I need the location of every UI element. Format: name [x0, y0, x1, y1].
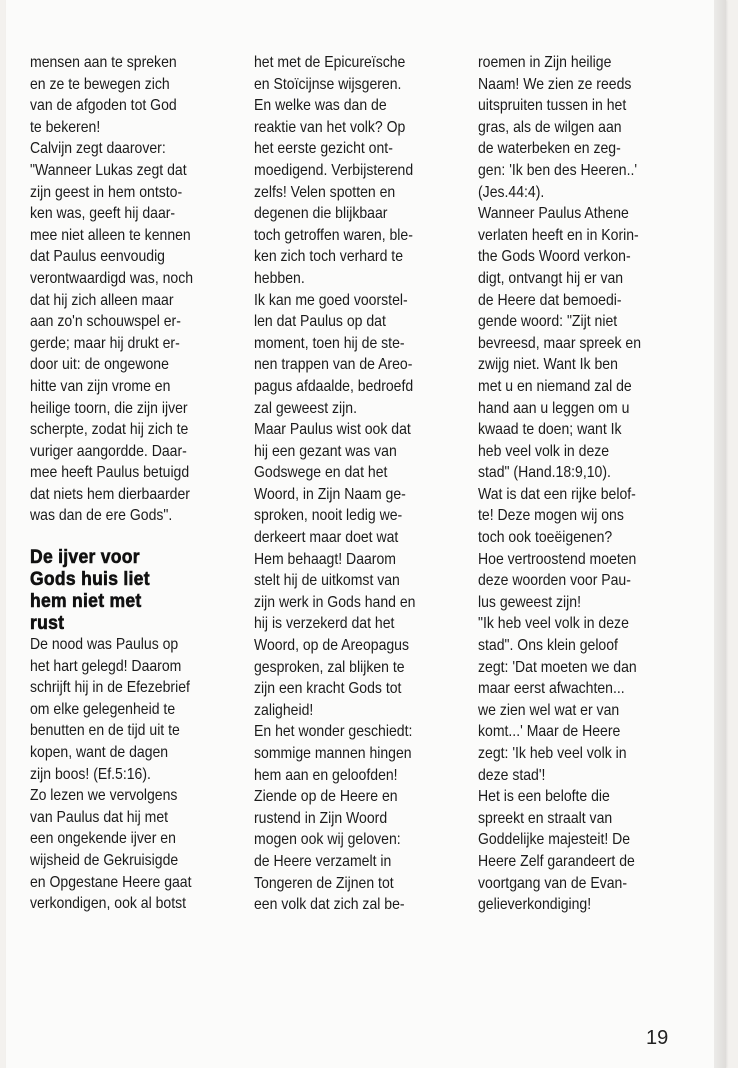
- text-line: ken zich toch verhard te: [254, 248, 404, 266]
- text-line: heb veel volk in deze: [478, 442, 610, 460]
- text-line: gelieverkondiging!: [478, 896, 592, 914]
- text-line: te! Deze mogen wij ons: [478, 507, 624, 525]
- text-line: Wat is dat een rijke belof-: [478, 485, 636, 503]
- text-line: de waterbeken en zeg-: [478, 140, 621, 158]
- text-line: en Stoïcijnse wijsgeren.: [254, 75, 402, 93]
- heading-line: Gods huis liet: [30, 568, 150, 591]
- text-line: reaktie van het volk? Op: [254, 118, 406, 136]
- paragraph-block-2: [30, 634, 239, 915]
- text-column-2: [254, 52, 463, 916]
- text-line: Ziende op de Heere en: [254, 788, 398, 806]
- text-line: heilige toorn, die zijn ijver: [30, 399, 188, 417]
- text-line: degenen die blijkbaar: [254, 205, 388, 223]
- text-line: Wanneer Paulus Athene: [478, 205, 629, 223]
- text-line: gras, als de wilgen aan: [478, 118, 622, 136]
- text-line: het met de Epicureïsche: [254, 54, 406, 71]
- text-line: zijn geest in hem ontsto-: [30, 183, 183, 201]
- text-line: (Jes.44:4).: [478, 183, 545, 201]
- text-line: maar eerst afwachten...: [478, 680, 625, 698]
- text-line: digt, ontvangt hij er van: [478, 269, 624, 287]
- text-line: deze woorden voor Pau-: [478, 572, 631, 590]
- heading-line: De ijver voor: [30, 546, 140, 569]
- text-line: Hem behaagt! Daarom: [254, 550, 396, 568]
- text-line: zaligheid!: [254, 701, 314, 719]
- text-line: de Heere dat bemoedi-: [478, 291, 622, 309]
- text-line: deze stad'!: [478, 766, 546, 784]
- text-line: zijn werk in Gods hand en: [254, 593, 416, 611]
- text-line: Goddelijke majesteit! De: [478, 831, 631, 849]
- text-line: hij is verzekerd dat het: [254, 615, 395, 633]
- text-line: Hoe vertroostend moeten: [478, 550, 637, 568]
- text-line: schrijft hij in de Efezebrief: [30, 679, 190, 697]
- text-line: bevreesd, maar spreek en: [478, 334, 642, 352]
- text-line: zijn een kracht Gods tot: [254, 680, 402, 698]
- text-line: stelt hij de uitkomst van: [254, 572, 400, 590]
- text-line: sproken, nooit ledig we-: [254, 507, 403, 525]
- document-page: [6, 0, 726, 1068]
- text-line: En welke was dan de: [254, 97, 387, 115]
- text-line: the Gods Woord verkon-: [478, 248, 631, 266]
- text-line: en Opgestane Heere gaat: [30, 873, 192, 891]
- text-line: door uit: de ongewone: [30, 356, 169, 374]
- text-line: verkondigen, ook al botst: [30, 895, 187, 913]
- text-line: Maar Paulus wist ook dat: [254, 421, 411, 439]
- text-line: we zien wel wat er van: [478, 701, 620, 719]
- text-line: gen: 'Ik ben des Heeren..': [478, 161, 638, 179]
- text-line: De nood was Paulus op: [30, 636, 179, 654]
- text-line: hij een gezant was van: [254, 442, 397, 460]
- text-line: mogen ook wij geloven:: [254, 831, 401, 849]
- text-line: sommige mannen hingen: [254, 745, 412, 762]
- text-line: rustend in Zijn Woord: [254, 809, 388, 827]
- text-line: zal geweest zijn.: [254, 399, 357, 417]
- text-line: zelfs! Velen spotten en: [254, 183, 396, 201]
- text-line: En het wonder geschiedt:: [254, 723, 413, 741]
- text-line: mee heeft Paulus betuigd: [30, 464, 190, 482]
- text-line: gerde; maar hij drukt er-: [30, 334, 180, 352]
- text-line: Ik kan me goed voorstel-: [254, 291, 408, 309]
- text-line: Heere Zelf garandeert de: [478, 852, 635, 870]
- text-line: hem aan en geloofden!: [254, 766, 398, 784]
- text-line: met u en niemand zal de: [478, 377, 632, 395]
- text-line: verontwaardigd was, noch: [30, 269, 194, 287]
- text-line: te bekeren!: [30, 118, 101, 136]
- text-line: uitspruiten tussen in het: [478, 97, 627, 115]
- text-line: mee niet alleen te kennen: [30, 226, 191, 244]
- text-line: spreekt en straalt van: [478, 809, 613, 827]
- text-line: Het is een belofte die: [478, 788, 610, 806]
- text-line: Zo lezen we vervolgens: [30, 787, 178, 805]
- heading-line: hem niet met: [30, 590, 142, 613]
- text-line: wijsheid de Gekruisigde: [30, 852, 179, 869]
- text-line: hitte van zijn vrome en: [30, 377, 171, 395]
- text-line: stad". Ons klein geloof: [478, 637, 618, 655]
- page-edge-shadow: [714, 0, 726, 1068]
- text-line: om elke gelegenheid te: [30, 700, 176, 718]
- text-line: dat hij zich alleen maar: [30, 291, 174, 309]
- text-line: Tongeren de Zijnen tot: [254, 874, 394, 892]
- text-line: lus geweest zijn!: [478, 593, 581, 611]
- heading-spacer: [30, 527, 239, 546]
- text-line: van Paulus dat hij met: [30, 808, 169, 826]
- text-line: zegt: 'Dat moeten we dan: [478, 658, 637, 676]
- text-line: nen trappen van de Areo-: [254, 356, 413, 374]
- text-line: hand aan u leggen om u: [478, 399, 630, 417]
- text-line: hebben.: [254, 269, 305, 287]
- text-line: kopen, want de dagen: [30, 744, 169, 762]
- text-line: van de afgoden tot God: [30, 97, 177, 115]
- text-line: een volk dat zich zal be-: [254, 896, 405, 914]
- text-line: benutten en de tijd uit te: [30, 722, 180, 740]
- text-line: "Wanneer Lukas zegt dat: [30, 161, 187, 179]
- text-line: Godswege en dat het: [254, 464, 388, 482]
- text-line: roemen in Zijn heilige: [478, 54, 612, 71]
- text-line: een ongekende ijver en: [30, 830, 176, 848]
- text-line: zegt: 'Ik heb veel volk in: [478, 745, 627, 762]
- text-line: Naam! We zien ze reeds: [478, 75, 632, 93]
- text-line: toch ook toeëigenen?: [478, 529, 613, 547]
- text-line: ken was, geeft hij daar-: [30, 205, 176, 223]
- section-heading: [30, 546, 239, 634]
- text-line: moment, toen hij de ste-: [254, 334, 405, 352]
- text-line: moedigend. Verbijsterend: [254, 161, 414, 179]
- heading-line: rust: [30, 612, 65, 635]
- text-line: gesproken, zal blijken te: [254, 658, 405, 676]
- text-line: zwijg niet. Want Ik ben: [478, 356, 618, 374]
- text-line: dat Paulus eenvoudig: [30, 248, 165, 266]
- text-line: derkeert maar doet wat: [254, 529, 399, 547]
- text-line: zijn boos! (Ef.5:16).: [30, 765, 151, 783]
- text-line: dat niets hem dierbaarder: [30, 485, 190, 503]
- paragraph-block-1: [30, 52, 239, 527]
- text-line: "Ik heb veel volk in deze: [478, 615, 629, 633]
- text-line: len dat Paulus op dat: [254, 313, 386, 331]
- text-line: het eerste gezicht ont-: [254, 140, 393, 158]
- text-line: vuriger aangordde. Daar-: [30, 442, 187, 460]
- text-line: was dan de ere Gods".: [30, 507, 173, 525]
- text-line: komt...' Maar de Heere: [478, 723, 621, 741]
- text-line: verlaten heeft en in Korin-: [478, 226, 639, 244]
- text-line: pagus afdaalde, bedroefd: [254, 377, 414, 395]
- text-line: stad" (Hand.18:9,10).: [478, 464, 611, 482]
- text-line: mensen aan te spreken: [30, 54, 177, 71]
- text-line: gende woord: "Zijt niet: [478, 313, 618, 331]
- text-line: Woord, in Zijn Naam ge-: [254, 485, 406, 503]
- text-line: en ze te bewegen zich: [30, 75, 170, 93]
- text-column-3: [478, 52, 687, 916]
- text-line: Calvijn zegt daarover:: [30, 140, 166, 158]
- text-line: voortgang van de Evan-: [478, 874, 628, 892]
- text-line: kwaad te doen; want Ik: [478, 421, 622, 439]
- text-line: toch getroffen waren, ble-: [254, 226, 413, 244]
- text-line: Woord, op de Areopagus: [254, 637, 410, 655]
- page-number: 19: [646, 1027, 669, 1049]
- text-column-1: [30, 52, 239, 915]
- text-line: scherpte, zodat hij zich te: [30, 421, 189, 439]
- text-line: het hart gelegd! Daarom: [30, 657, 182, 675]
- text-line: de Heere verzamelt in: [254, 852, 392, 870]
- text-line: aan zo'n schouwspel er-: [30, 313, 181, 331]
